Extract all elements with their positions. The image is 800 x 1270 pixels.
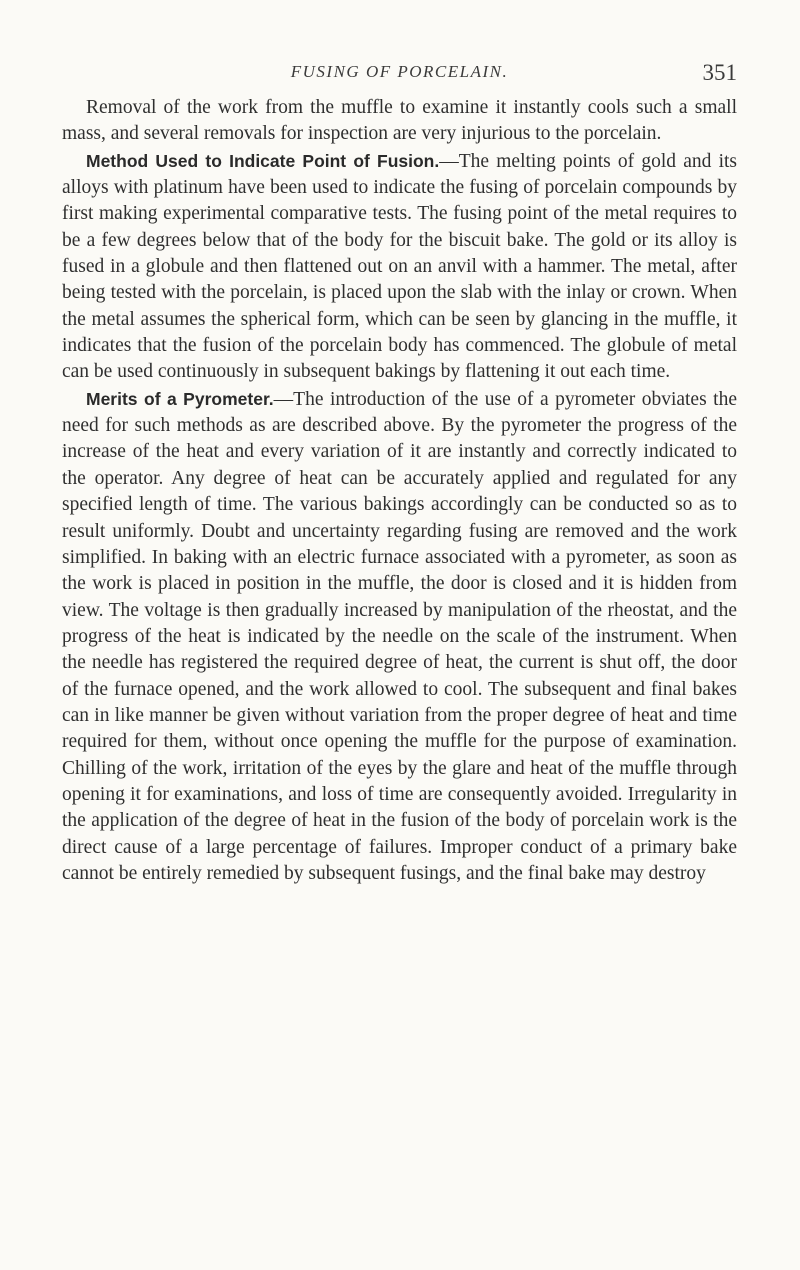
page-header xyxy=(62,60,737,92)
paragraph-method-fusion xyxy=(62,148,737,386)
paragraph-text: —The melting points of gold and its alloys with platinum have been used to indicate the fusing of porcelain compounds by first making experimental comparative tests. The fusing point of the metal requires to be a few degrees below that of the body for the biscuit bake. The gold or its alloy is fused in a globule and then flattened out on an anvil with a hammer. The metal, after being tested with the porcelain, is placed upon the slab with the inlay or crown. When the metal assumes the spherical form, which can be seen by glancing in the muffle, it indicates that the fusion of the porcelain body has commenced. The globule of metal can be used continuously in subsequent bakings by flattening it out each time. xyxy=(62,150,738,383)
paragraph-merits-pyrometer xyxy=(62,386,737,888)
body-text xyxy=(62,95,737,887)
page-number: 351 xyxy=(702,60,737,85)
paragraph-removal xyxy=(62,95,737,148)
paragraph-text: —The introduction of the use of a pyrometer obviates the need for such methods as are described above. By the pyrometer the progress of the increase of the heat and every variation of it are instantly and correctly indicated to the operator. Any degree of heat can be accurately applied and regulated for any specified length of time. The various bakings accordingly can be conducted so as to result uniformly. Doubt and uncertainty regarding fusing are removed and the work simplified. In baking with an electric furnace associated with a pyrometer, as soon as the work is placed in position in the muffle, the door is closed and it is hidden from view. The voltage is then gradually increased by manipulation of the rheostat, and the progress of the heat is indicated by the needle on the scale of the instrument. When the needle has registered the required degree of heat, the current is shut off, the door of the furnace opened, and the work allowed to cool. The subsequent and final bakes can in like manner be given without variation from the proper degree of heat and time required for them, without once opening the muffle for the purpose of examination. Chilling of the work, irritation of the eyes by the glare and heat of the muffle through opening it for examinations, and loss of time are consequently avoided. Irregularity in the application of the degree of heat in the fusion of the body of porcelain work is the direct cause of a large percentage of failures. Improper conduct of a primary bake cannot be entirely remedied by subsequent fusings, and the final bake may destroy xyxy=(62,388,737,884)
paragraph-text: Removal of the work from the muffle to examine it instantly cools such a small mass, and several removals for inspection are very injurious to the porcelain. xyxy=(62,97,737,145)
section-heading-method-fusion: Method Used to Indicate Point of Fusion. xyxy=(86,150,440,171)
running-head: FUSING OF PORCELAIN. xyxy=(290,62,509,81)
section-heading-merits-pyrometer: Merits of a Pyrometer. xyxy=(86,388,274,409)
